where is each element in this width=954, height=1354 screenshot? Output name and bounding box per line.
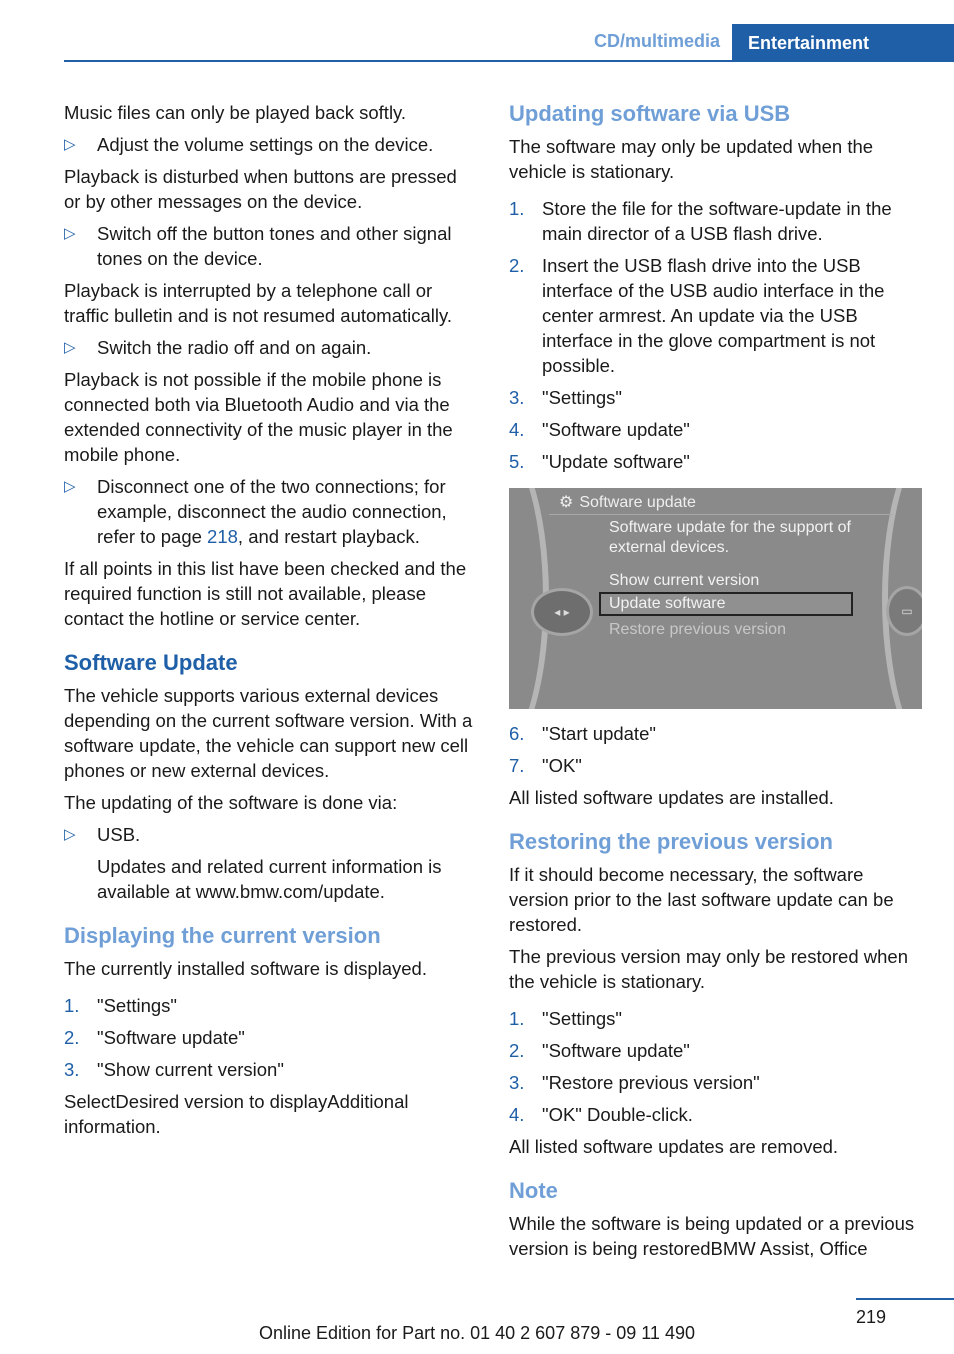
- bullet-list: [64, 335, 478, 360]
- list-item: ▷ Switch off the button tones and other signal tones on the device.: [64, 223, 452, 269]
- triangle-bullet-icon: ▷: [64, 225, 76, 242]
- list-item: ▷ Disconnect one of the two connections; for example, disconnect the audio connection, refer to page 218, and restart playback.: [64, 476, 447, 547]
- triangle-bullet-icon: ▷: [64, 826, 76, 843]
- paragraph: The software may only be updated when the vehicle is stationary.: [509, 136, 874, 182]
- header-rule: [64, 60, 954, 62]
- paragraph: Playback is interrupted by a telephone call or traffic bulletin and is not resumed automatically.: [64, 280, 453, 326]
- list-item: 6. "Start update": [509, 723, 656, 744]
- triangle-bullet-icon: ▷: [64, 136, 76, 153]
- list-item: 3. "Settings": [509, 387, 622, 408]
- paragraph: Playback is not possible if the mobile phone is connected both via Bluetooth Audio and via the extended connectivity of the music player in the mobile phone.: [64, 369, 453, 465]
- right-column: [509, 100, 923, 1268]
- header-section-label: CD/multimedia: [593, 31, 720, 51]
- edition-note: Online Edition for Part no. 01 40 2 607 879 - 09 11 490: [259, 1323, 695, 1343]
- list-item: 4. "Software update": [509, 419, 690, 440]
- paragraph: Updates and related current information is available at www.bmw.com/update.: [97, 856, 442, 902]
- list-item: ▷ Adjust the volume settings on the device.: [64, 134, 434, 155]
- list-item: 2. Insert the USB flash drive into the USB interface of the USB audio interface in the center armrest. An update via the USB interface in the glove compartment is not possible.: [509, 255, 885, 376]
- numbered-list: [509, 1006, 923, 1127]
- paragraph: All listed software updates are removed.: [509, 1136, 839, 1157]
- page-reference-link[interactable]: 218: [207, 526, 238, 547]
- bullet-list: [64, 132, 478, 157]
- section-heading-software-update: Software Update: [64, 650, 238, 675]
- controller-arrows-icon: ◂ ▸: [531, 588, 593, 636]
- bullet-list: [64, 474, 478, 549]
- paragraph: Music files can only be played back softly.: [64, 102, 407, 123]
- paragraph: All listed software updates are installed.: [509, 787, 834, 808]
- idrive-screen-figure: [509, 488, 922, 709]
- list-item: ▷ USB.: [64, 824, 141, 845]
- list-item: 1. "Settings": [64, 995, 177, 1016]
- paragraph: The vehicle supports various external devices depending on the current software version. With a software update, the vehicle can support new cell phones or new external devices.: [64, 685, 473, 781]
- paragraph: SelectDesired version to displayAdditional information.: [64, 1091, 409, 1137]
- list-item: 3. "Show current version": [64, 1059, 284, 1080]
- subheading-note: Note: [509, 1178, 558, 1203]
- numbered-list: [64, 993, 478, 1082]
- list-item: 4. "OK" Double-click.: [509, 1104, 693, 1125]
- list-item: 5. "Update software": [509, 451, 690, 472]
- menu-item-restore-previous-version[interactable]: Restore previous version: [609, 621, 786, 638]
- page-number: 219: [856, 1307, 887, 1327]
- left-column: [64, 100, 478, 1146]
- list-item: 2. "Software update": [64, 1027, 245, 1048]
- triangle-bullet-icon: ▷: [64, 339, 76, 356]
- screen-title-divider: [549, 514, 892, 515]
- numbered-list: [509, 721, 923, 778]
- menu-item-update-software[interactable]: Update software: [599, 592, 853, 616]
- paragraph: The updating of the software is done via:: [64, 792, 398, 813]
- screen-side-icon: ▭: [886, 586, 922, 636]
- paragraph: The previous version may only be restored when the vehicle is stationary.: [509, 946, 908, 992]
- footer-rule: [856, 1298, 954, 1300]
- subheading-updating-via-usb: Updating software via USB: [509, 101, 791, 126]
- subheading-displaying-version: Displaying the current version: [64, 923, 381, 948]
- paragraph: The currently installed software is displayed.: [64, 958, 427, 979]
- bullet-list: [64, 221, 478, 271]
- list-item: 1. Store the file for the software-update in the main director of a USB flash drive.: [509, 198, 892, 244]
- screen-description: Software update for the support of external devices.: [609, 519, 851, 556]
- screen-title: ⚙ Software update: [559, 494, 696, 511]
- triangle-bullet-icon: ▷: [64, 478, 76, 495]
- menu-item-show-current-version[interactable]: Show current version: [609, 572, 760, 589]
- header-chapter-tab: Entertainment: [732, 24, 954, 62]
- list-item: 7. "OK": [509, 755, 582, 776]
- list-item: 2. "Software update": [509, 1040, 690, 1061]
- paragraph: While the software is being updated or a previous version is being restoredBMW Assist, Office: [509, 1213, 915, 1259]
- paragraph: If it should become necessary, the software version prior to the last software update can be restored.: [509, 864, 894, 935]
- list-item: 1. "Settings": [509, 1008, 622, 1029]
- paragraph: Playback is disturbed when buttons are pressed or by other messages on the device.: [64, 166, 457, 212]
- list-item: ▷ Switch the radio off and on again.: [64, 337, 372, 358]
- subheading-restoring-previous-version: Restoring the previous version: [509, 829, 833, 854]
- paragraph: If all points in this list have been checked and the required function is still not available, please contact the hotline or service center.: [64, 558, 467, 629]
- list-item: 3. "Restore previous version": [509, 1072, 760, 1093]
- bullet-list: [64, 822, 478, 847]
- gear-icon: ⚙: [559, 494, 574, 511]
- numbered-list: [509, 196, 923, 474]
